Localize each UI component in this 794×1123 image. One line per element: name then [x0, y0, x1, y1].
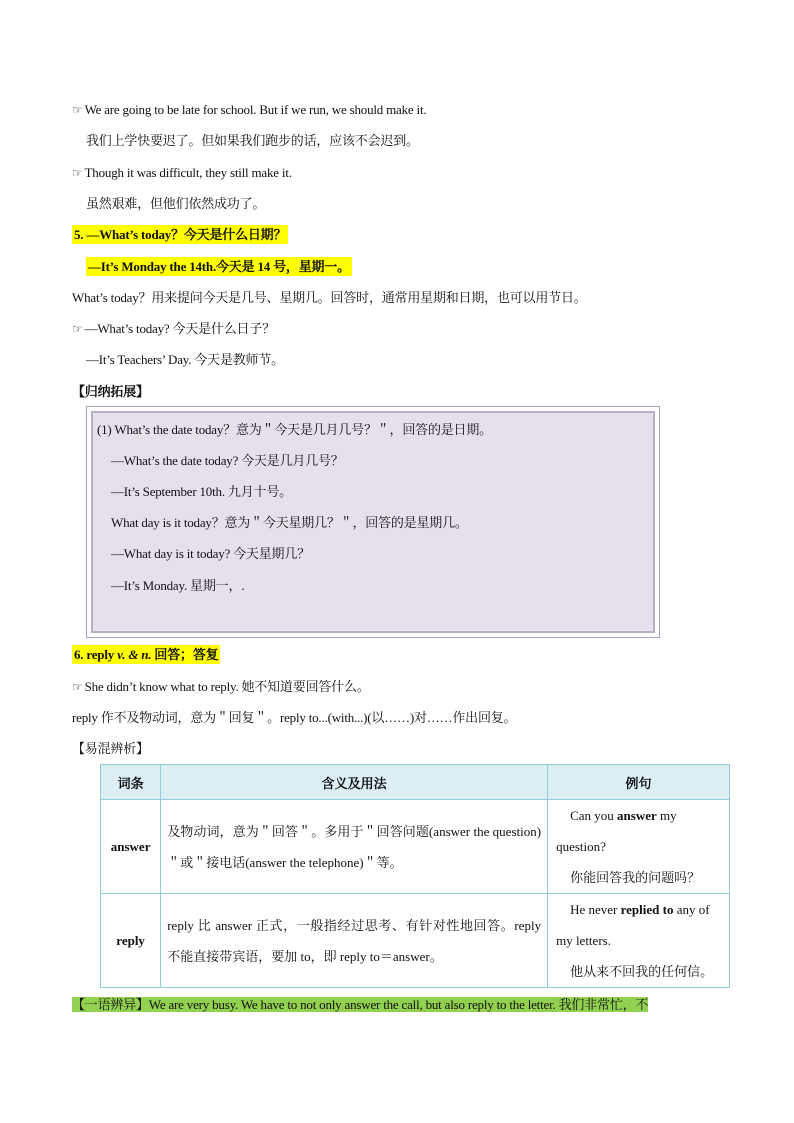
table-cell-example: Can you answer my question? 你能回答我的问题吗？ [548, 800, 730, 894]
example-1-zh: 我们上学快要迟了。但如果我们跑步的话，应该不会迟到。 [86, 133, 419, 148]
item-5-answer: —It’s Monday the 14th.今天是 14 号，星期一。 [88, 259, 350, 274]
pointing-hand-icon: ☞ [72, 680, 83, 694]
item-5-example-q: ☞ —What’s today? 今天是什么日子？ [72, 321, 275, 336]
item-6-example: ☞ She didn’t know what to reply. 她不知道要回答什么。 [72, 679, 370, 694]
confuse-title: 【易混辨析】 [72, 741, 149, 756]
example-2-en: ☞ Though it was difficult, they still make it. [72, 165, 292, 180]
comparison-table [100, 764, 730, 988]
item-6-description: reply 作不及物动词，意为＂回复＂。reply to...(with...)(以……)对……作出回复。 [72, 710, 517, 725]
expand-line-3: —It’s September 10th. 九月十号。 [111, 484, 292, 499]
table-header-row [101, 765, 730, 800]
table-cell-word: reply [101, 894, 161, 988]
expand-line-5: —What day is it today? 今天星期几？ [111, 546, 310, 561]
example-2-zh: 虽然艰难，但他们依然成功了。 [86, 196, 266, 211]
footer-note: 【一语辨异】We are very busy. We have to not only answer the call, but also reply to the letter. 我们非常忙，不 [72, 997, 649, 1012]
item-6-heading: 6. reply v. & n. 回答；答复 [74, 647, 219, 662]
item-5-heading: 5. —What’s today？今天是什么日期？ [74, 227, 287, 242]
pointing-hand-icon: ☞ [72, 322, 83, 336]
pointing-hand-icon: ☞ [72, 166, 83, 180]
table-cell-example: He never replied to any of my letters. 他从来不回我的任何信。 [548, 894, 730, 988]
table-cell-usage: 及物动词，意为＂回答＂。多用于＂回答问题(answer the question)＂或＂接电话(answer the telephone)＂等。 [161, 800, 548, 894]
expand-line-6: —It’s Monday. 星期一，. [111, 578, 245, 593]
table-header-word: 词条 [101, 765, 161, 800]
item-5-example-a: —It’s Teachers’ Day. 今天是教师节。 [86, 352, 284, 367]
table-cell-word: answer [101, 800, 161, 894]
table-row [101, 894, 730, 988]
pointing-hand-icon: ☞ [72, 103, 83, 117]
table-row [101, 800, 730, 894]
item-5-description: What’s today？用来提问今天是几号、星期几。回答时，通常用星期和日期，也可以用节日。 [72, 290, 587, 305]
expand-line-1: (1) What’s the date today？意为＂今天是几月几号？＂，回答的是日期。 [97, 422, 492, 437]
table-cell-usage: reply 比 answer 正式，一般指经过思考、有针对性地回答。reply 不能直接带宾语，要加 to，即 reply to＝answer。 [161, 894, 548, 988]
expand-title: 【归纳拓展】 [72, 384, 149, 399]
expand-line-4: What day is it today？意为＂今天星期几？＂，回答的是星期几。 [111, 515, 468, 530]
example-1-en: ☞ We are going to be late for school. But if we run, we should make it. [72, 102, 427, 117]
table-header-example: 例句 [548, 765, 730, 800]
table-header-usage: 含义及用法 [161, 765, 548, 800]
expand-line-2: —What’s the date today? 今天是几月几号？ [111, 453, 344, 468]
